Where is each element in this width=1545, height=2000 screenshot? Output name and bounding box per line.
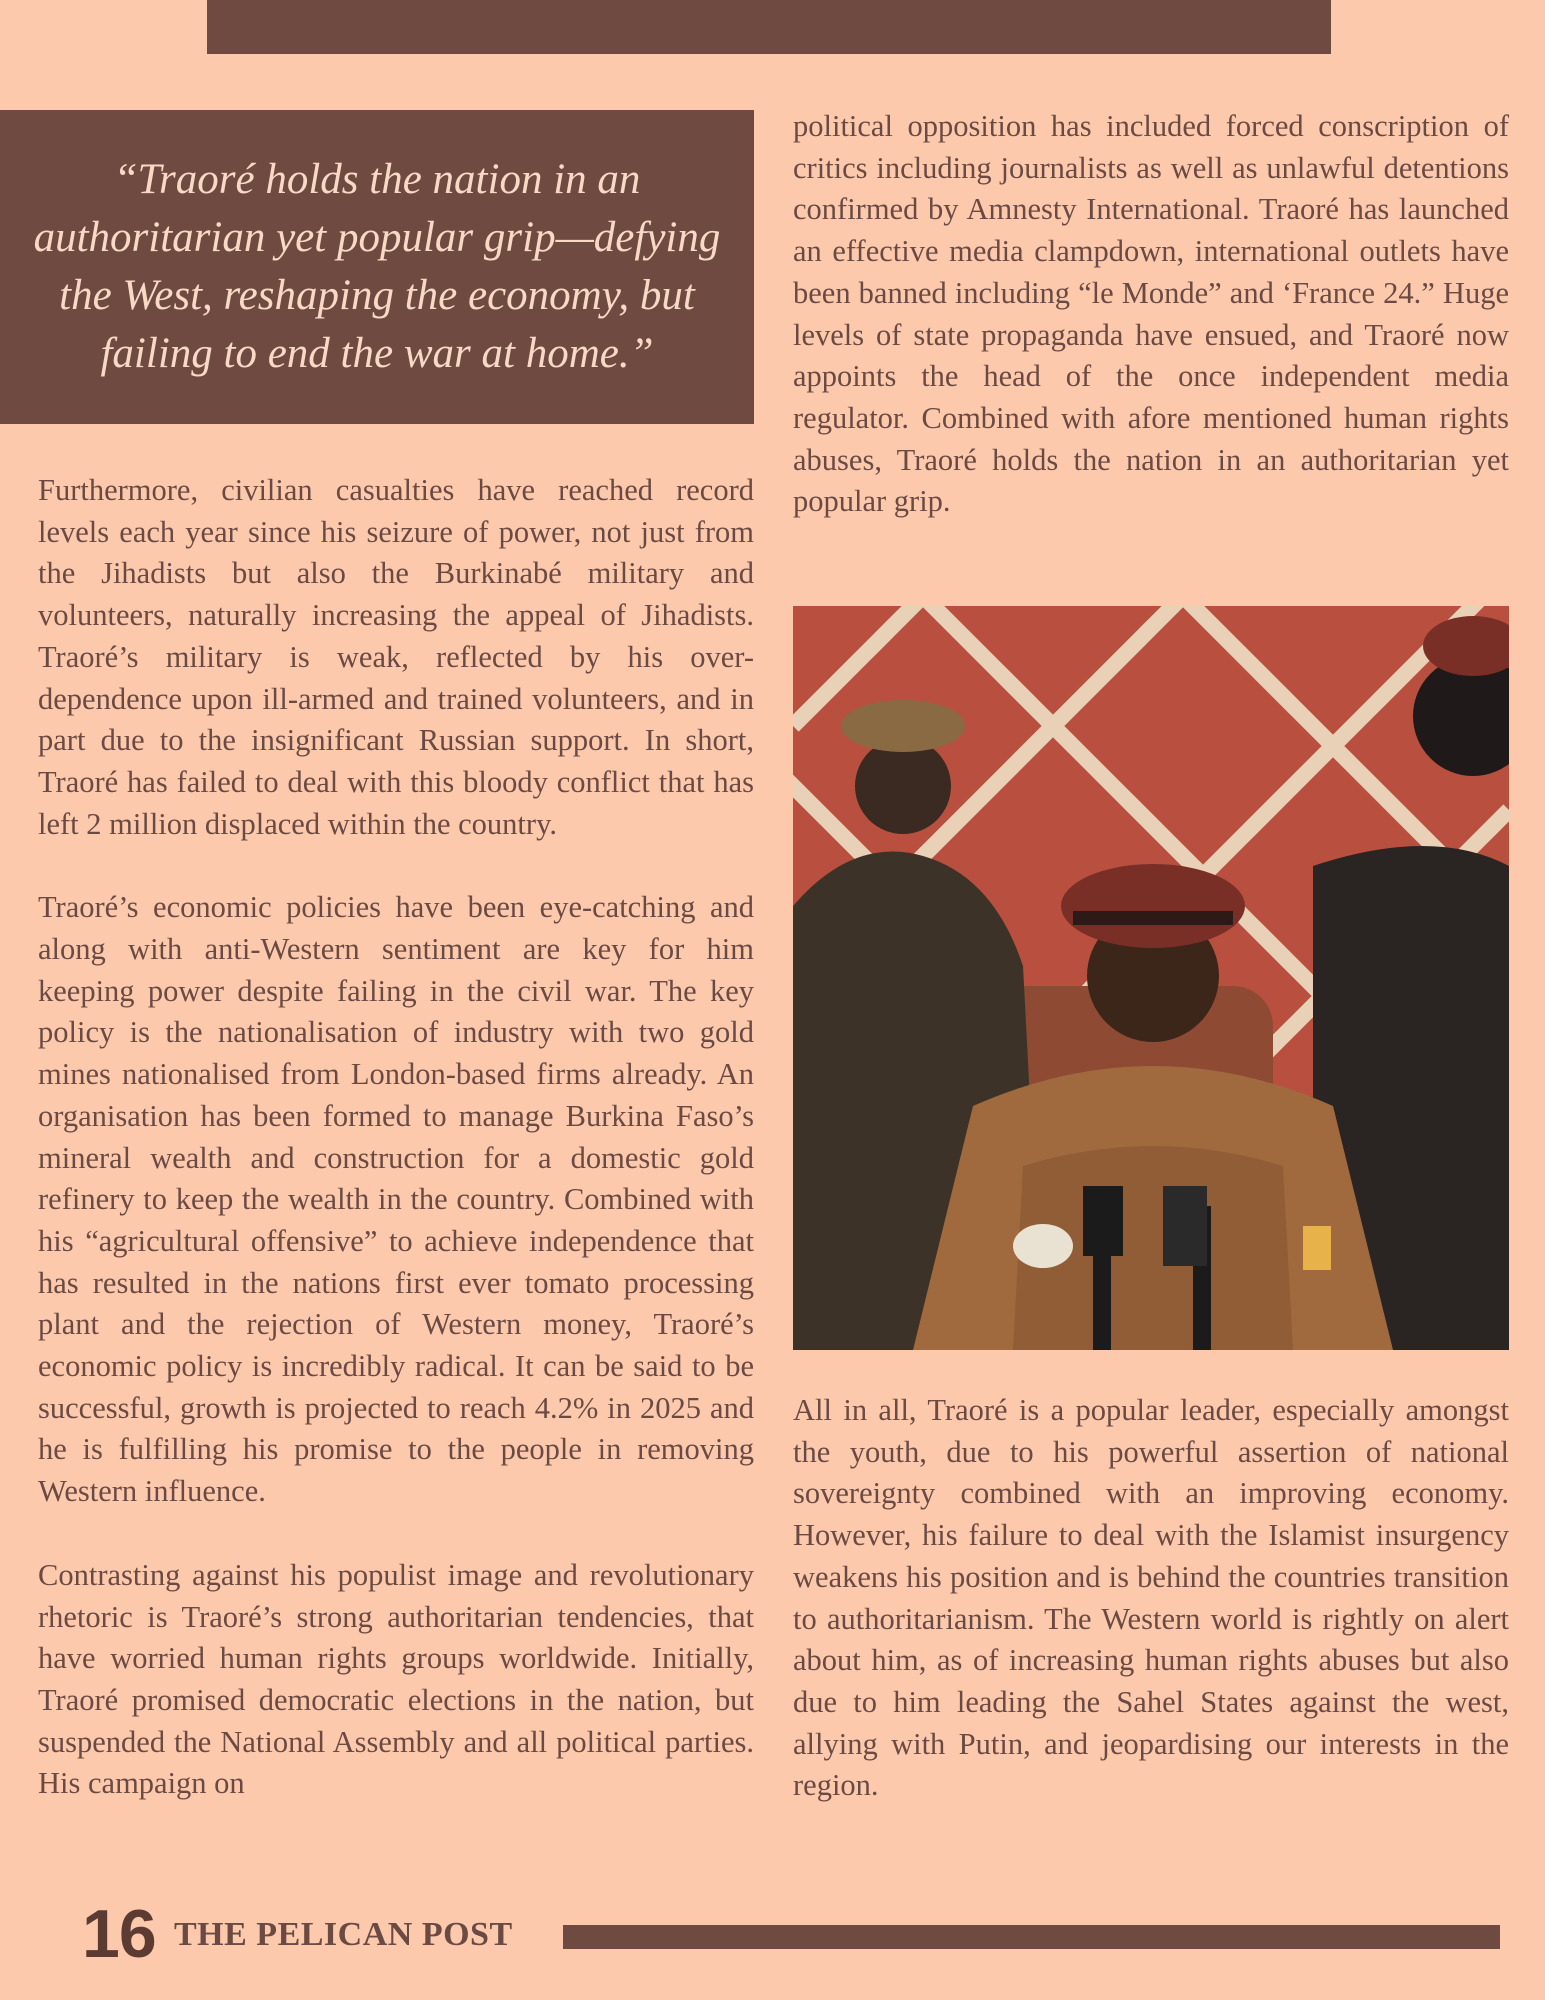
- right-paragraph-top: political opposition has included forced conscription of critics including journalists as well as unlawful detentions confirmed by Amnesty International. Traoré has launched an effective media clampdown, international outlets have been banned including “le Monde” and ‘France 24.” Huge levels of state propaganda have ensued, and Traoré now appoints the head of the once independent media regulator. Combined with afore mentioned human rights abuses, Traoré holds the nation in an authoritarian yet popular grip.: [793, 109, 1509, 519]
- left-paragraph-2: Traoré’s economic policies have been eye-catching and along with anti-Western sentiment are key for him keeping power despite failing in the civil war. The key policy is the nationalisation of industry with two gold mines nationalised from London-based firms already. An organisation has been formed to manage Burkina Faso’s mineral wealth and construction for a domestic gold refinery to keep the wealth in the country. Combined with his “agricultural offensive” to achieve independence that has resulted in the nations first ever tomato processing plant and the rejection of Western money, Traoré’s economic policy is incredibly radical. It can be said to be successful, growth is projected to reach 4.2% in 2025 and he is fulfilling his promise to the people in removing Western influence.: [38, 890, 754, 1509]
- top-decorative-bar: [207, 0, 1331, 54]
- article-photo: [793, 606, 1509, 1350]
- right-column-bottom: [793, 1390, 1509, 1807]
- left-paragraph-1: Furthermore, civilian casualties have reached record levels each year since his seizure of power, not just from the Jihadists but also the Burkinabé military and volunteers, naturally increasing the appeal of Jihadists. Traoré’s military is weak, reflected by his over-dependence upon ill-armed and trained volunteers, and in part due to the insignificant Russian support. In short, Traoré has failed to deal with this bloody conflict that has left 2 million displaced within the country.: [38, 473, 754, 841]
- right-paragraph-bottom: All in all, Traoré is a popular leader, especially amongst the youth, due to his powerful assertion of national sovereignty combined with an improving economy. However, his failure to deal with the Islamist insurgency weakens his position and is behind the countries transition to authoritarianism. The Western world is rightly on alert about him, as of increasing human rights abuses but also due to him leading the Sahel States against the west, allying with Putin, and jeopardising our interests in the region.: [793, 1393, 1509, 1803]
- right-column-top: [793, 106, 1509, 523]
- footer-decorative-bar: [563, 1925, 1500, 1949]
- publication-name: THE PELICAN POST: [174, 1916, 513, 1953]
- left-column: [38, 470, 754, 1805]
- pull-quote-text: “Traoré holds the nation in an authoritarian yet popular grip—defying the West, reshaping the economy, but failing to end the war at home.”: [33, 156, 721, 377]
- photo-illustration: [793, 606, 1509, 1350]
- page-number: 16: [82, 1896, 156, 1972]
- left-paragraph-3: Contrasting against his populist image and revolutionary rhetoric is Traoré’s strong authoritarian tendencies, that have worried human rights groups worldwide. Initially, Traoré promised democratic elections in the nation, but suspended the National Assembly and all political parties. His campaign on: [38, 1557, 754, 1801]
- pull-quote-box: [0, 110, 754, 424]
